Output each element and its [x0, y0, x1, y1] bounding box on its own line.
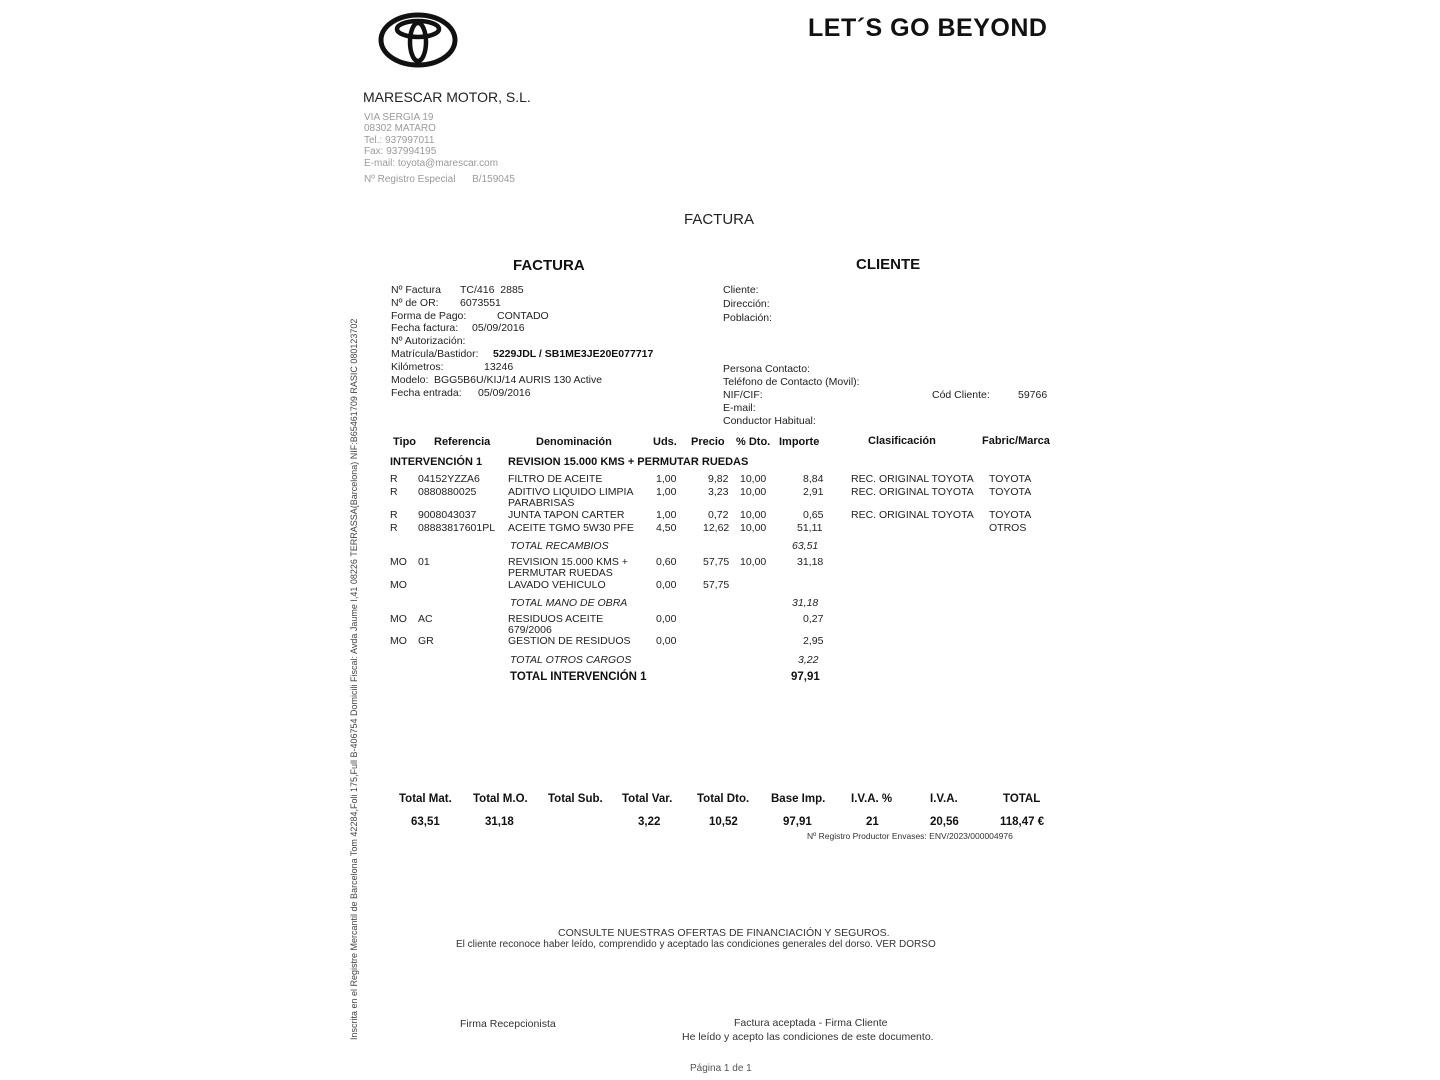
total-otros-label: TOTAL OTROS CARGOS	[510, 654, 632, 666]
brand-slogan: LET´S GO BEYOND	[808, 14, 1048, 42]
invoice-section-title: FACTURA	[513, 257, 585, 274]
cell-denominacion-2: 679/2006	[508, 624, 552, 636]
entry-date: 05/09/2016	[478, 387, 531, 399]
cell-dto: 10,00	[740, 509, 767, 521]
total-recambios-value: 63,51	[792, 540, 819, 552]
cell-tipo: R	[390, 522, 398, 534]
packaging-registry: Nº Registro Productor Envases: ENV/2023/000004976	[807, 831, 1013, 841]
cell-denominacion: REVISION 15.000 KMS +	[508, 556, 628, 568]
company-address-line: VIA SERGIA 19	[364, 112, 434, 123]
signature-client-note: He leído y acepto las condiciones de este documento.	[682, 1031, 934, 1043]
cell-marca: TOYOTA	[989, 509, 1032, 521]
cell-uds: 1,00	[656, 486, 677, 498]
cell-denominacion-2: PARABRISAS	[508, 497, 575, 509]
document-title: FACTURA	[684, 211, 755, 228]
cell-uds: 1,00	[656, 473, 677, 485]
totals-value-mat: 63,51	[411, 816, 440, 828]
cell-tipo: R	[390, 486, 398, 498]
cell-importe: 0,27	[803, 613, 824, 625]
cell-tipo: MO	[390, 556, 407, 568]
company-name: MARESCAR MOTOR, S.L.	[363, 89, 531, 105]
totals-header-base: Base Imp.	[771, 793, 826, 805]
company-email: E-mail: toyota@marescar.com	[364, 158, 499, 169]
cell-tipo: R	[390, 509, 398, 521]
cell-precio: 57,75	[703, 579, 730, 591]
field-label: Nº Autorización:	[391, 335, 466, 347]
invoice-number: TC/416 2885	[460, 284, 524, 296]
totals-header-dto: Total Dto.	[697, 793, 750, 805]
cell-precio: 3,23	[708, 486, 729, 498]
totals-header-sub: Total Sub.	[548, 793, 603, 805]
cell-referencia: 08883817601PL	[418, 522, 496, 534]
page-number: Página 1 de 1	[690, 1063, 752, 1074]
field-label: Nº Factura	[391, 284, 441, 296]
client-field-label: NIF/CIF:	[723, 389, 763, 401]
cell-uds: 0,00	[656, 579, 677, 591]
field-label: Forma de Pago:	[391, 310, 467, 322]
cell-marca: OTROS	[989, 522, 1027, 534]
intervention-label: INTERVENCIÓN 1	[390, 456, 483, 468]
totals-value-dto: 10,52	[709, 816, 738, 828]
cell-tipo: R	[390, 473, 398, 485]
total-recambios-label: TOTAL RECAMBIOS	[510, 540, 609, 552]
cell-denominacion-2: PERMUTAR RUEDAS	[508, 567, 613, 579]
registry-vertical-text: Inscrita en el Registre Mercantil de Barcelona Tom 42284,Foli 175,Full B-406754 Domicili Fiscal: Avda Jaume I,41 08226 TERRASSA(Barcelona) NIF:B65461709 RASIC 080123702	[349, 318, 359, 1040]
client-code-value: 59766	[1018, 389, 1048, 401]
totals-value-mo: 31,18	[485, 816, 514, 828]
col-header-clasificacion: Clasificación	[868, 435, 936, 447]
col-header-referencia: Referencia	[434, 436, 491, 448]
footer-conditions: El cliente reconoce haber leído, comprendido y aceptado las condiciones generales del dorso. VER DORSO	[456, 939, 936, 950]
client-field-label: Cliente:	[723, 284, 759, 296]
company-fax: Fax: 937994195	[364, 146, 437, 157]
totals-header-var: Total Var.	[622, 793, 673, 805]
col-header-precio: Precio	[691, 436, 725, 448]
total-mano-obra-value: 31,18	[792, 597, 819, 609]
cell-clasificacion: REC. ORIGINAL TOYOTA	[851, 473, 974, 485]
cell-precio: 12,62	[703, 522, 730, 534]
cell-uds: 0,00	[656, 613, 677, 625]
cell-referencia: 0880880025	[418, 486, 477, 498]
totals-value-total: 118,47 €	[1000, 816, 1045, 828]
client-field-label: E-mail:	[723, 402, 756, 414]
client-field-label: Persona Contacto:	[723, 363, 810, 375]
cell-importe: 31,18	[797, 556, 824, 568]
footer-offers: CONSULTE NUESTRAS OFERTAS DE FINANCIACIÓN Y SEGUROS.	[558, 927, 890, 939]
totals-value-var: 3,22	[638, 816, 661, 828]
cell-tipo: MO	[390, 635, 407, 647]
company-phone: Tel.: 937997011	[364, 135, 435, 146]
cell-clasificacion: REC. ORIGINAL TOYOTA	[851, 486, 974, 498]
col-header-tipo: Tipo	[393, 436, 417, 448]
total-intervencion-value: 97,91	[791, 671, 820, 683]
company-registry: Nº Registro Especial B/159045	[364, 174, 515, 185]
total-intervencion-label: TOTAL INTERVENCIÓN 1	[510, 671, 647, 683]
intervention-description: REVISION 15.000 KMS + PERMUTAR RUEDAS	[508, 456, 749, 468]
client-field-label: Dirección:	[723, 298, 770, 310]
cell-denominacion: LAVADO VEHICULO	[508, 579, 606, 591]
field-label: Fecha entrada:	[391, 387, 462, 399]
cell-uds: 4,50	[656, 522, 677, 534]
cell-uds: 1,00	[656, 509, 677, 521]
invoice-date: 05/09/2016	[472, 322, 525, 334]
cell-tipo: MO	[390, 613, 407, 625]
cell-importe: 51,11	[797, 522, 823, 534]
cell-importe: 2,95	[803, 635, 824, 647]
totals-header-iva: I.V.A.	[930, 793, 958, 805]
client-section-title: CLIENTE	[856, 256, 921, 273]
cell-uds: 0,60	[656, 556, 677, 568]
cell-precio: 57,75	[703, 556, 730, 568]
cell-tipo: MO	[390, 579, 407, 591]
field-label: Fecha factura:	[391, 322, 459, 334]
client-code-label: Cód Cliente:	[932, 389, 990, 401]
col-header-marca: Fabric/Marca	[982, 435, 1050, 447]
cell-denominacion: FILTRO DE ACEITE	[508, 473, 603, 485]
plate-vin: 5229JDL / SB1ME3JE20E077717	[493, 348, 654, 360]
cell-importe: 2,91	[803, 486, 824, 498]
client-field-label: Conductor Habitual:	[723, 415, 816, 427]
cell-dto: 10,00	[740, 556, 767, 568]
field-label: Modelo:	[391, 374, 429, 386]
cell-dto: 10,00	[740, 522, 767, 534]
kilometers: 13246	[484, 361, 514, 373]
cell-importe: 0,65	[803, 509, 824, 521]
client-field-label: Población:	[723, 312, 773, 324]
cell-referencia: GR	[418, 635, 434, 647]
col-header-dto: % Dto.	[736, 436, 771, 448]
col-header-uds: Uds.	[653, 436, 677, 448]
cell-marca: TOYOTA	[989, 486, 1032, 498]
cell-denominacion: ADITIVO LIQUIDO LIMPIA	[508, 486, 634, 498]
totals-header-total: TOTAL	[1003, 793, 1041, 805]
totals-header-mo: Total M.O.	[473, 793, 528, 805]
field-label: Kilómetros:	[391, 361, 444, 373]
total-mano-obra-label: TOTAL MANO DE OBRA	[510, 597, 628, 609]
vehicle-model: BGG5B6U/KIJ/14 AURIS 130 Active	[434, 374, 603, 386]
total-otros-value: 3,22	[798, 654, 819, 666]
cell-referencia: 9008043037	[418, 509, 477, 521]
signature-client-label: Factura aceptada - Firma Cliente	[734, 1017, 888, 1029]
cell-denominacion: JUNTA TAPON CARTER	[508, 509, 625, 521]
cell-denominacion: RESIDUOS ACEITE	[508, 613, 604, 625]
totals-header-mat: Total Mat.	[399, 793, 452, 805]
cell-referencia: 04152YZZA6	[418, 473, 480, 485]
cell-denominacion: GESTION DE RESIDUOS	[508, 635, 631, 647]
cell-importe: 8,84	[803, 473, 824, 485]
field-label: Nº de OR:	[391, 297, 439, 309]
signature-receptionist-label: Firma Recepcionista	[460, 1018, 556, 1030]
cell-precio: 9,82	[708, 473, 729, 485]
toyota-logo-icon	[378, 12, 458, 68]
cell-marca: TOYOTA	[989, 473, 1032, 485]
cell-dto: 10,00	[740, 473, 767, 485]
totals-header-iva-pct: I.V.A. %	[851, 793, 893, 805]
cell-denominacion: ACEITE TGMO 5W30 PFE	[508, 522, 634, 534]
payment-method: CONTADO	[497, 310, 549, 322]
col-header-denominacion: Denominación	[536, 436, 612, 448]
cell-uds: 0,00	[656, 635, 677, 647]
totals-value-iva: 20,56	[930, 816, 959, 828]
cell-referencia: 01	[418, 556, 430, 568]
totals-value-iva-pct: 21	[866, 816, 879, 828]
col-header-importe: Importe	[779, 436, 820, 448]
cell-precio: 0,72	[708, 509, 729, 521]
or-number: 6073551	[460, 297, 501, 309]
client-field-label: Teléfono de Contacto (Movil):	[723, 376, 860, 388]
field-label: Matrícula/Bastidor:	[391, 348, 479, 360]
company-address-line: 08302 MATARO	[364, 123, 436, 134]
cell-dto: 10,00	[740, 486, 767, 498]
cell-clasificacion: REC. ORIGINAL TOYOTA	[851, 509, 974, 521]
totals-value-base: 97,91	[783, 816, 812, 828]
cell-referencia: AC	[418, 613, 433, 625]
